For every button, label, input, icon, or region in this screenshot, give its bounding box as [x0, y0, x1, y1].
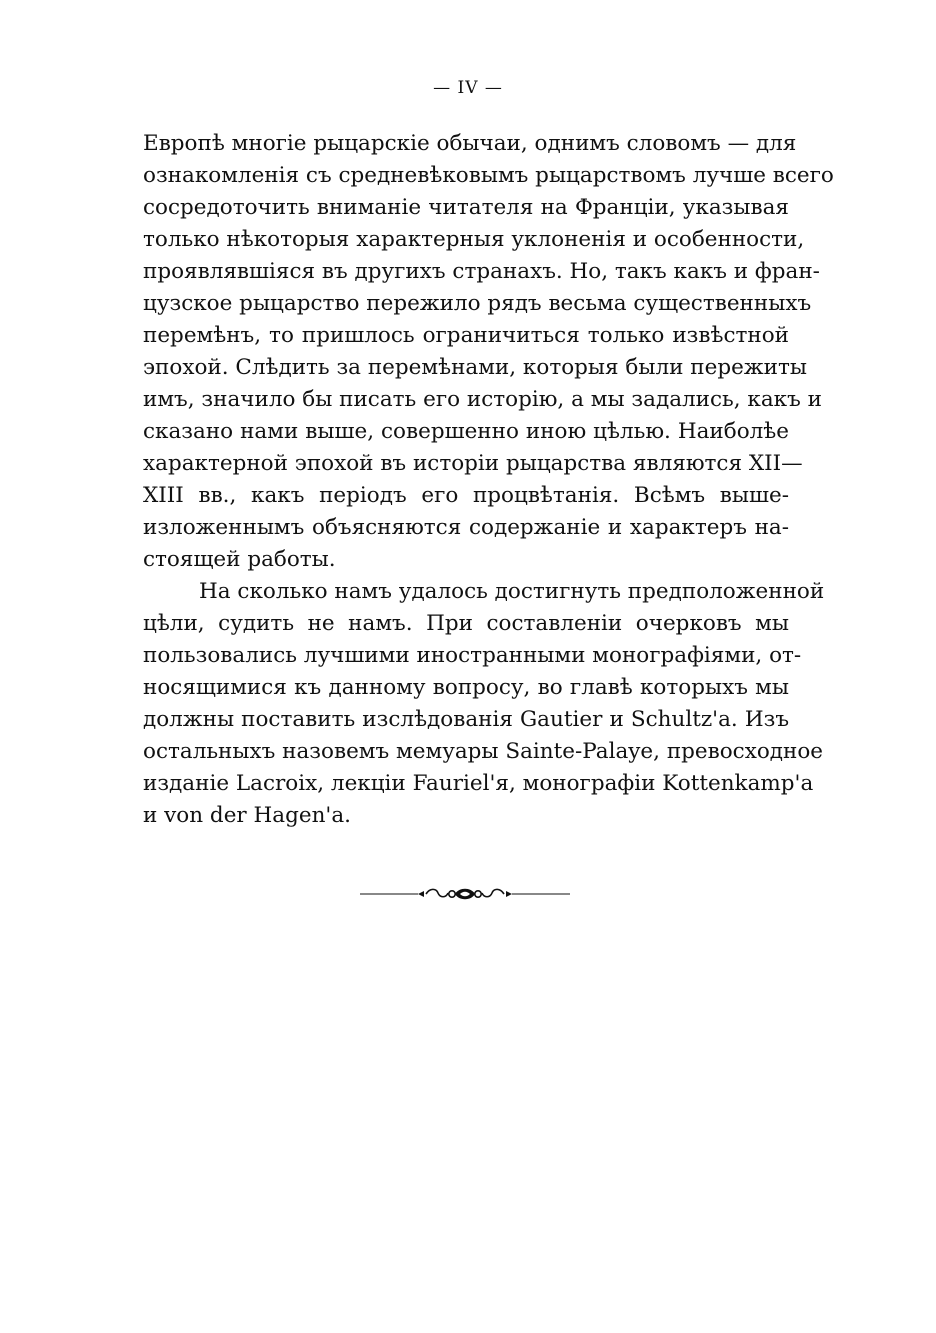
text-line: цѣли, судить не намъ. При составленіи очерковъ мы: [143, 611, 789, 636]
text-line: пользовались лучшими иностранными монографіями, от-: [143, 643, 802, 668]
text-line: стоящей работы.: [143, 547, 336, 572]
text-line: сосредоточить вниманіе читателя на Франціи, указывая: [143, 195, 789, 220]
text-line: характерной эпохой въ исторіи рыцарства являются XII—: [143, 451, 803, 476]
text-line: изданіе Lacroix, лекціи Fauriel'я, монографіи Kottenkamp'а: [143, 771, 814, 796]
text-line: перемѣнъ, то пришлось ограничиться только извѣстной: [143, 323, 789, 348]
text-line: ознакомленія съ средневѣковымъ рыцарствомъ лучше всего: [143, 163, 834, 188]
text-line: эпохой. Слѣдить за перемѣнами, которыя были пережиты: [143, 355, 807, 380]
text-line: проявлявшіяся въ другихъ странахъ. Но, такъ какъ и фран-: [143, 259, 820, 284]
text-line: должны поставить изслѣдованія Gautier и Schultz'а. Изъ: [143, 707, 789, 732]
text-line: носящимися къ данному вопросу, во главѣ которыхъ мы: [143, 675, 789, 700]
page-number-header: — IV —: [433, 78, 503, 98]
text-line: изложеннымъ объясняются содержаніе и характеръ на-: [143, 515, 789, 540]
text-line: остальныхъ назовемъ мемуары Sainte-Palaye, превосходное: [143, 739, 824, 764]
end-of-section-ornament: [360, 884, 570, 904]
paragraph-1: [143, 128, 834, 576]
text-line: цузское рыцарство пережило рядъ весьма существенныхъ: [143, 291, 812, 316]
text-line: только нѣкоторыя характерныя уклоненія и особенности,: [143, 227, 805, 252]
text-line: имъ, значило бы писать его исторію, а мы задались, какъ и: [143, 387, 822, 412]
text-line: Европѣ многіе рыцарскіе обычаи, однимъ словомъ — для: [143, 131, 797, 156]
paragraph-2: [143, 576, 825, 832]
body-text: [143, 128, 834, 832]
text-line: сказано нами выше, совершенно иною цѣлью. Наиболѣе: [143, 419, 789, 444]
text-line: На сколько намъ удалось достигнуть предположенной: [199, 579, 825, 604]
text-line: и von der Hagen'а.: [143, 803, 351, 828]
text-line: XIII вв., какъ періодъ его процвѣтанія. Всѣмъ выше-: [143, 483, 789, 508]
